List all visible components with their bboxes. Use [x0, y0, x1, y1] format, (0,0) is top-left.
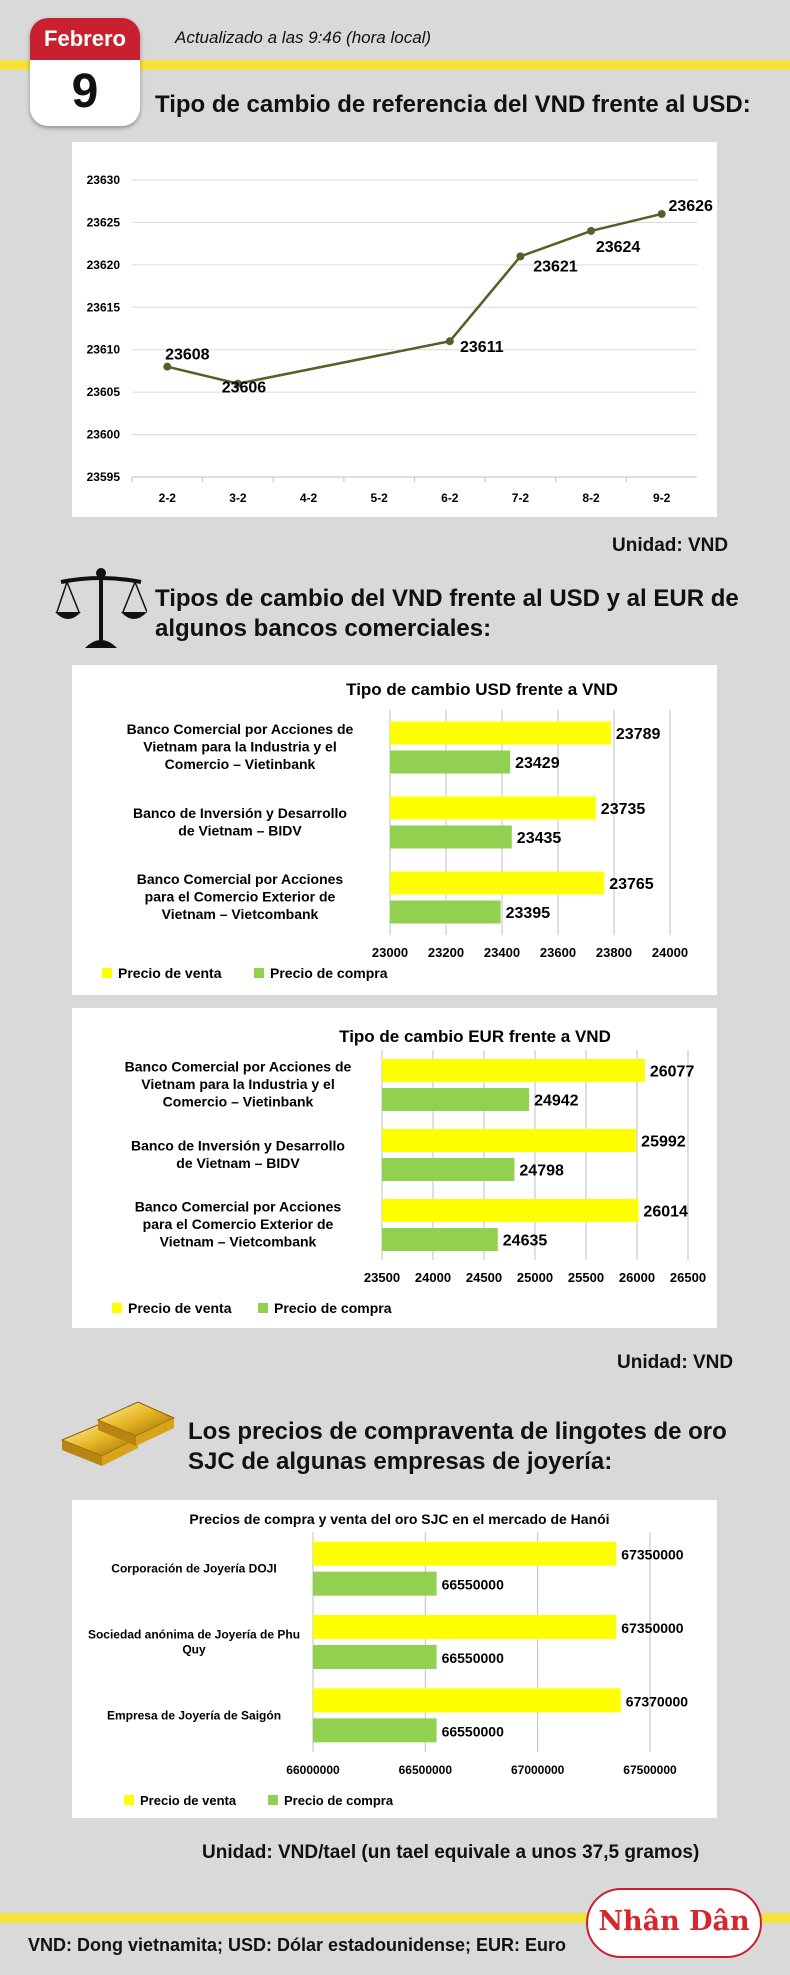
legend-swatch: [258, 1303, 268, 1313]
calendar-day: 9: [71, 65, 99, 118]
category-label: Empresa de Joyería de Saigón: [106, 1708, 282, 1723]
x-tick-label: 4-2: [299, 491, 318, 505]
updated-time: Actualizado a las 9:46 (hora local): [175, 28, 432, 47]
x-tick-label: 25500: [567, 1270, 605, 1285]
data-label: 66550000: [441, 1576, 504, 1593]
data-label: 23611: [460, 339, 504, 357]
y-tick-label: 23595: [86, 470, 120, 484]
series-line: [167, 214, 661, 384]
x-tick-label: 23800: [595, 945, 633, 960]
data-label: 23608: [165, 346, 210, 364]
data-label: 23395: [505, 905, 551, 922]
category-label: Banco Comercial por Acciones: [134, 1198, 342, 1215]
bar-buy: [382, 1228, 498, 1251]
gold-unit: Unidad: VND/tael (un tael equivale a unos 37,5 gramos): [202, 1842, 700, 1863]
data-label: 23435: [516, 830, 562, 847]
bar-buy: [313, 1718, 437, 1742]
x-tick-label: 24000: [414, 1270, 452, 1285]
calendar-month: Febrero: [30, 18, 140, 60]
category-label: de Vietnam – BIDV: [176, 1154, 300, 1171]
x-tick-label: 9-2: [653, 491, 671, 505]
legend-swatch: [124, 1795, 134, 1805]
data-label: 66550000: [441, 1723, 504, 1740]
y-tick-label: 23605: [86, 385, 120, 400]
y-tick-label: 23600: [86, 427, 120, 442]
category-label: Vietnam – Vietcombank: [159, 1233, 317, 1250]
category-label: Quy: [182, 1642, 206, 1657]
bar-sell: [313, 1542, 616, 1566]
data-label: 67350000: [621, 1620, 684, 1636]
category-label: Comercio – Vietinbank: [162, 1093, 314, 1110]
x-tick-label: 23200: [427, 945, 465, 960]
legend-label: Precio de compra: [284, 1793, 394, 1808]
bar-sell: [382, 1199, 638, 1222]
category-label: Banco Comercial por Acciones de: [124, 1058, 352, 1075]
y-tick-label: 23625: [86, 215, 120, 230]
legend-swatch: [268, 1795, 278, 1805]
data-label: 23606: [221, 379, 267, 397]
bar-buy: [382, 1088, 529, 1111]
legend-label: Precio de compra: [270, 965, 388, 981]
category-label: Corporación de Joyería DOJI: [111, 1561, 277, 1576]
data-label: 23735: [600, 801, 646, 818]
bar-sell: [382, 1129, 636, 1152]
x-tick-label: 23400: [483, 945, 521, 960]
data-label: 23621: [533, 258, 578, 276]
bar-sell: [390, 797, 596, 820]
footer-abbreviations: VND: Dong vietnamita; USD: Dólar estadounidense; EUR: Euro: [28, 1935, 567, 1955]
category-label: para el Comercio Exterior de: [142, 1216, 334, 1233]
x-tick-label: 26000: [618, 1270, 656, 1285]
category-label: Banco Comercial por Acciones: [136, 871, 344, 888]
category-label: Sociedad anónima de Joyería de Phu: [87, 1627, 301, 1642]
x-tick-label: 67500000: [623, 1763, 677, 1777]
category-label: de Vietnam – BIDV: [178, 822, 302, 839]
ref-rate-title: Tipo de cambio de referencia del VND frente al USD:: [155, 91, 751, 118]
x-tick-label: 23600: [539, 945, 577, 960]
legend-swatch: [102, 968, 112, 978]
legend-swatch: [254, 968, 264, 978]
x-tick-label: 8-2: [582, 491, 600, 505]
chart-title: Tipo de cambio USD frente a VND: [346, 680, 618, 699]
usd-bank-bar-chart: [72, 665, 717, 995]
bar-buy: [390, 751, 510, 774]
eur-bank-bar-chart: [72, 1008, 717, 1328]
data-point: [446, 337, 454, 345]
usd-bank-panel: [72, 665, 717, 995]
legend-swatch: [112, 1303, 122, 1313]
bar-sell: [382, 1059, 645, 1082]
x-tick-label: 23500: [363, 1270, 401, 1285]
y-tick-label: 23610: [86, 342, 120, 357]
gold-bars-icon: [58, 1390, 178, 1468]
bar-buy: [390, 901, 501, 924]
category-label: Banco Comercial por Acciones de: [126, 721, 354, 738]
data-point: [163, 363, 171, 371]
bar-buy: [390, 826, 512, 849]
data-label: 67370000: [625, 1693, 689, 1710]
data-label: 23789: [615, 726, 661, 743]
data-point: [587, 227, 595, 235]
category-label: Vietnam para la Industria y el: [141, 1076, 335, 1093]
legend-label: Precio de compra: [274, 1300, 392, 1316]
gold-bar-chart: [72, 1500, 717, 1818]
gold-panel: [72, 1500, 717, 1818]
eur-bank-panel: [72, 1008, 717, 1328]
x-tick-label: 66000000: [286, 1763, 340, 1777]
date-calendar: [30, 18, 140, 126]
category-label: Comercio – Vietinbank: [164, 756, 316, 773]
bar-sell: [390, 722, 611, 745]
legend-label: Precio de venta: [118, 965, 222, 981]
nhandan-logo: [586, 1888, 762, 1958]
data-point: [658, 210, 666, 218]
data-label: 24798: [519, 1162, 564, 1180]
chart-title: Tipo de cambio EUR frente a VND: [339, 1027, 611, 1046]
y-tick-label: 23620: [86, 257, 120, 272]
balance-scale-icon: [55, 566, 147, 650]
bar-buy: [313, 1572, 437, 1596]
banks-unit: Unidad: VND: [617, 1352, 734, 1373]
ref-rate-panel: [72, 142, 717, 517]
data-point: [516, 252, 524, 260]
bar-sell: [313, 1615, 616, 1639]
legend-label: Precio de venta: [140, 1793, 237, 1808]
x-tick-label: 25000: [516, 1270, 554, 1285]
category-label: Vietnam para la Industria y el: [143, 738, 337, 755]
gold-title: Los precios de compraventa de lingotes de oro SJC de algunas empresas de joyería:: [188, 1418, 727, 1475]
x-tick-label: 7-2: [511, 491, 530, 505]
bar-sell: [313, 1688, 621, 1712]
data-label: 23765: [609, 876, 654, 893]
category-label: para el Comercio Exterior de: [144, 888, 336, 905]
data-label: 23626: [668, 197, 713, 215]
x-tick-label: 26500: [669, 1270, 707, 1285]
bar-buy: [382, 1158, 514, 1181]
y-tick-label: 23615: [86, 300, 120, 315]
data-label: 23624: [595, 238, 641, 256]
logo-text: Nhân Dân: [598, 1906, 750, 1937]
x-tick-label: 2-2: [158, 491, 176, 505]
data-label: 25992: [641, 1133, 686, 1151]
x-tick-label: 24500: [465, 1270, 503, 1285]
bar-buy: [313, 1645, 437, 1669]
y-tick-label: 23630: [86, 173, 120, 187]
x-tick-label: 23000: [371, 945, 409, 960]
ref-rate-unit: Unidad: VND: [612, 535, 729, 556]
data-label: 67350000: [621, 1546, 684, 1563]
chart-title: Precios de compra y venta del oro SJC en el mercado de Hanói: [189, 1511, 610, 1527]
x-tick-label: 67000000: [510, 1763, 565, 1777]
x-tick-label: 5-2: [370, 491, 388, 505]
data-label: 24942: [534, 1092, 579, 1110]
ref-rate-line-chart: [72, 142, 717, 517]
category-label: Banco de Inversión y Desarrollo: [133, 804, 347, 821]
legend-label: Precio de venta: [128, 1300, 232, 1316]
data-label: 26077: [649, 1063, 695, 1081]
category-label: Vietnam – Vietcombank: [161, 906, 319, 923]
bar-sell: [390, 872, 604, 895]
data-label: 24635: [502, 1232, 548, 1250]
category-label: Banco de Inversión y Desarrollo: [131, 1137, 345, 1154]
x-tick-label: 3-2: [229, 491, 247, 505]
data-label: 66550000: [441, 1650, 504, 1666]
data-label: 23429: [515, 755, 560, 772]
x-tick-label: 24000: [651, 945, 689, 960]
x-tick-label: 66500000: [398, 1763, 453, 1777]
x-tick-label: 6-2: [441, 491, 459, 505]
banks-title: Tipos de cambio del VND frente al USD y al EUR de algunos bancos comerciales:: [155, 585, 739, 642]
data-label: 26014: [643, 1203, 688, 1221]
